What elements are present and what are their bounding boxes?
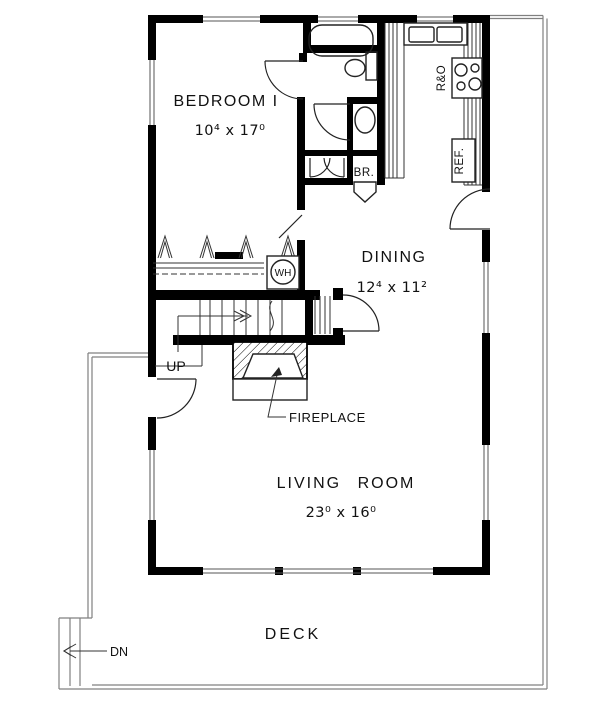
kitchen-door	[450, 189, 490, 229]
vanity-door	[314, 104, 350, 140]
entry-door	[157, 379, 196, 418]
kitchen-left-counter	[385, 23, 404, 178]
bath-closet-label: BR.	[353, 167, 375, 179]
range-oven	[452, 58, 482, 98]
bedroom-label: BEDROOM I	[173, 93, 279, 110]
refrigerator-label: REF.	[454, 147, 466, 175]
hall-door	[279, 215, 302, 238]
living-room-dims: 23⁰ x 16⁰	[305, 505, 377, 521]
dining-label: DINING	[361, 249, 427, 266]
dining-door	[343, 295, 379, 331]
bedroom-dims: 10⁴ x 17⁰	[194, 123, 266, 139]
fireplace	[233, 342, 307, 417]
br-closet-door	[354, 182, 376, 202]
stairs-up-label: UP	[166, 358, 186, 374]
pantry-shelves	[315, 296, 330, 334]
deck-label: DECK	[264, 626, 322, 643]
dining-dims: 12⁴ x 11²	[356, 280, 428, 296]
fireplace-label: FIREPLACE	[289, 410, 366, 425]
water-heater-label: WH	[274, 268, 292, 279]
vanity-sink	[355, 107, 375, 133]
closet-double-doors	[310, 158, 344, 177]
deck-steps	[59, 618, 92, 689]
range-oven-label: R&O	[436, 64, 448, 92]
stairs-down-label: DN	[110, 645, 129, 659]
kitchen-sink	[404, 23, 467, 45]
living-room-label: LIVING ROOM	[276, 475, 416, 492]
